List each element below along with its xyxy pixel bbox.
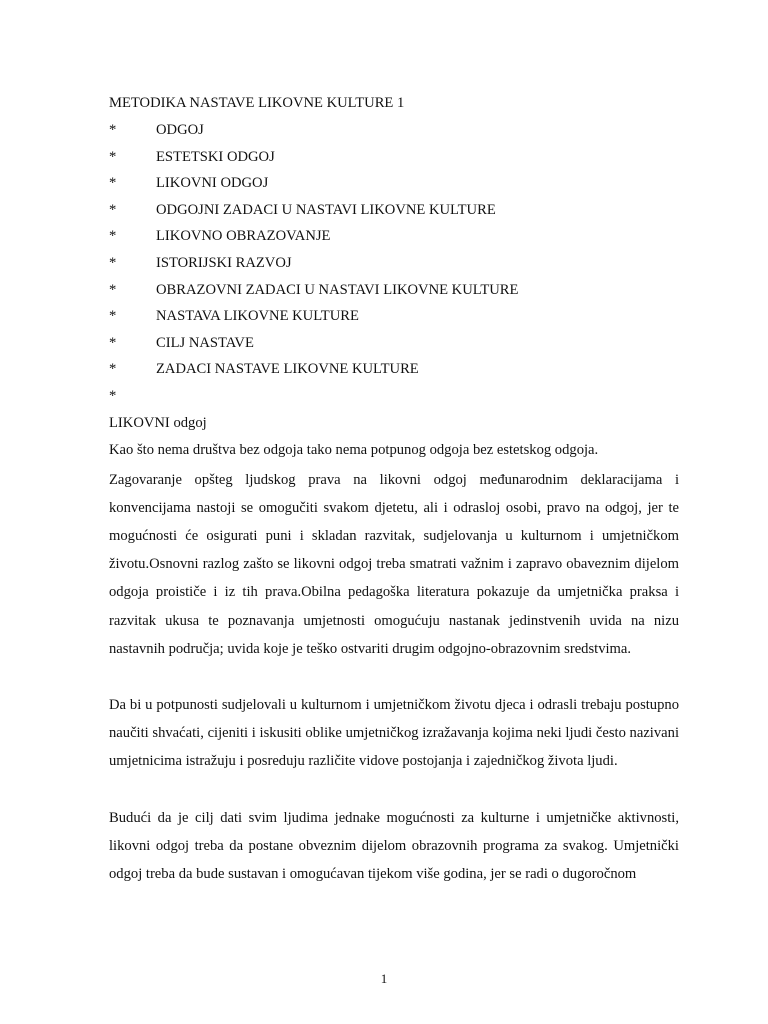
outline-item-label: NASTAVA LIKOVNE KULTURE xyxy=(156,308,359,325)
outline-item xyxy=(109,119,679,146)
outline-item xyxy=(109,252,679,279)
body-paragraph: Budući da je cilj dati svim ljudima jednake mogućnosti za kulturne i umjetničke aktivnosti, likovni odgoj treba da postane obveznim dijelom obrazovnih programa za svakog. Umjetnički odgoj treba da bude sustavan i omogućavan tijekom više godina, jer se radi o dugoročnom xyxy=(109,809,679,882)
outline-item xyxy=(109,146,679,173)
body-paragraph: Da bi u potpunosti sudjelovali u kulturnom i umjetničkom životu djeca i odrasli trebaju postupno naučiti shvaćati, cijeniti i iskusiti oblike umjetničkog izražavanja kojima neki ljudi često nazivani umjetnicima istražuju i posreduju različite vidove postojanja i zajedničkog života ljudi. xyxy=(109,696,679,770)
page-number: 1 xyxy=(380,971,388,986)
intro-line: Kao što nema društva bez odgoja tako nema potpunog odgoja bez estetskog odgoja. xyxy=(109,441,599,458)
topic-outline xyxy=(109,119,679,412)
bullet-marker: * xyxy=(109,308,117,325)
outline-item-label: OBRAZOVNI ZADACI U NASTAVI LIKOVNE KULTURE xyxy=(156,281,519,298)
outline-item-label: LIKOVNO OBRAZOVANJE xyxy=(156,228,331,245)
outline-item xyxy=(109,385,679,412)
outline-item xyxy=(109,172,679,199)
bullet-marker: * xyxy=(109,175,117,192)
bullet-marker: * xyxy=(109,334,117,351)
bullet-marker: * xyxy=(109,148,117,165)
bullet-marker: * xyxy=(109,361,117,378)
outline-item xyxy=(109,225,679,252)
bullet-marker: * xyxy=(109,281,117,298)
outline-item-label: ESTETSKI ODGOJ xyxy=(156,148,275,165)
outline-item-label: LIKOVNI ODGOJ xyxy=(156,175,269,192)
outline-item xyxy=(109,279,679,306)
outline-item xyxy=(109,199,679,226)
bullet-marker: * xyxy=(109,387,117,404)
paragraph-spacer xyxy=(109,663,679,691)
section-heading: LIKOVNI odgoj xyxy=(109,414,207,431)
outline-item-label: CILJ NASTAVE xyxy=(156,334,254,351)
outline-item xyxy=(109,332,679,359)
outline-item xyxy=(109,305,679,332)
bullet-marker: * xyxy=(109,122,117,138)
body-paragraph: Zagovaranje opšteg ljudskog prava na likovni odgoj međunarodnim deklaracijama i konvencijama nastoji se omogučiti svakom djetetu, ali i odrasloj osobi, pravo na odgoj, jer te mogućnosti će osigurati puni i skladan razvitak, sudjelovanja u kulturnom i umjetničkom životu.Osnovni razlog zašto se likovni odgoj treba smatrati važnim i zapravo obaveznim dijelom odgoja proističe i iz tih prava.Obilna pedagoška literatura pokazuje da umjetnička praksa i razvitak ukusa te poznavanja umjetnosti omogućuju nastanak jedinstvenih uvida na nizu nastavnih područja; uvida koje je teško ostvariti drugim odgojno-obrazovnim sredstvima. xyxy=(109,471,679,657)
paragraph-spacer xyxy=(109,776,679,804)
outline-item xyxy=(109,358,679,385)
outline-item-label: ISTORIJSKI RAZVOJ xyxy=(156,254,292,271)
outline-item-label: ZADACI NASTAVE LIKOVNE KULTURE xyxy=(156,361,419,378)
outline-item-label: ODGOJNI ZADACI U NASTAVI LIKOVNE KULTURE xyxy=(156,201,496,218)
document-title: METODIKA NASTAVE LIKOVNE KULTURE 1 xyxy=(109,95,405,111)
bullet-marker: * xyxy=(109,201,117,218)
bullet-marker: * xyxy=(109,254,117,271)
outline-item-label: ODGOJ xyxy=(156,122,204,138)
page-content xyxy=(109,92,679,888)
bullet-marker: * xyxy=(109,228,117,245)
